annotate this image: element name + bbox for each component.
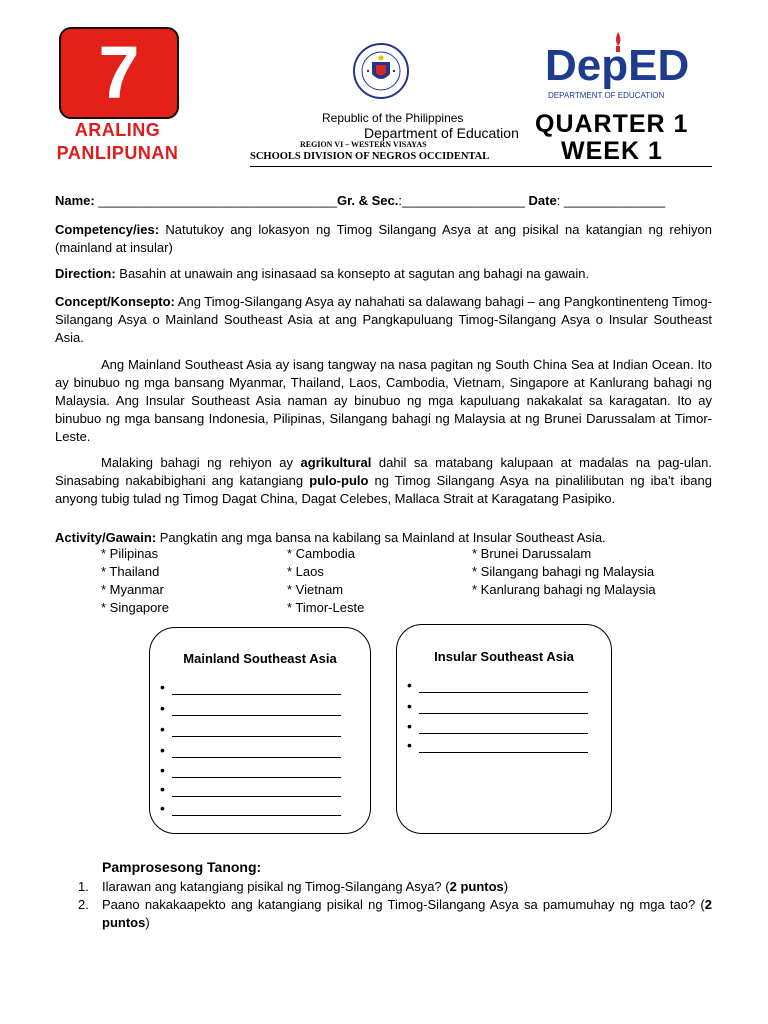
answer-blank[interactable]: • — [160, 800, 341, 820]
direction-text: Basahin at unawain ang isinasaad sa konsepto at sagutan ang bahagi na gawain. — [115, 266, 590, 281]
questions-title: Pamprosesong Tanong: — [102, 859, 262, 875]
insular-answer-box — [396, 624, 612, 834]
region-text: REGION VI – WESTERN VISAYAS — [300, 140, 427, 149]
answer-blank[interactable]: • — [407, 677, 588, 697]
competency-paragraph — [55, 221, 712, 257]
list-item: * Vietnam — [287, 582, 344, 597]
date-label: Date — [528, 193, 557, 208]
header-divider — [250, 166, 712, 167]
competency-label: Competency/ies: — [55, 222, 160, 237]
subject-line-2: PANLIPUNAN — [56, 143, 179, 163]
question-item: 2. Paano nakakaapekto ang katangiang pisikal ng Timog-Silangang Asya sa pamumuhay ng mga tao? (2 puntos) — [78, 897, 712, 930]
answer-blank[interactable]: • — [160, 700, 341, 720]
country-list-col-3 — [472, 545, 656, 599]
subject-line-1: ARALING — [74, 120, 161, 140]
mainland-box-title: Mainland Southeast Asia — [183, 651, 337, 666]
republic-text: Republic of the Philippines — [322, 111, 464, 125]
list-item: * Pilipinas — [101, 546, 159, 561]
activity-text: Pangkatin ang mga bansa na kabilang sa Mainland at Insular Southeast Asia. — [156, 530, 606, 545]
date-field[interactable]: : ______________ — [556, 193, 666, 208]
answer-blank[interactable]: • — [160, 721, 341, 741]
country-list-col-2 — [287, 545, 364, 617]
answer-blank[interactable]: • — [407, 698, 588, 718]
answer-blank[interactable]: • — [160, 781, 341, 801]
deped-seal-icon — [352, 42, 410, 100]
list-item: * Kanlurang bahagi ng Malaysia — [472, 582, 656, 597]
list-item: * Thailand — [101, 564, 160, 579]
list-item: * Timor-Leste — [287, 600, 365, 615]
concept-paragraph-3: Malaking bahagi ng rehiyon ay agrikultural dahil sa matabang kalupaan at madalas na pag-ulan. Sinasabing nakabibighani ang katangiang pulo-pulo ng Timog Silangang Asya na pinalilibutan ng iba't ibang anyong tubig tulad ng Timog Dagat China, Dagat Celebes, Mallaca Strait at Karagatang Pasipiko. — [55, 455, 713, 506]
points-label: 2 puntos — [449, 879, 504, 894]
concept-paragraph-2: Ang Mainland Southeast Asia ay isang tangway na nasa pagitan ng South China Sea at Indian Ocean. Ito ay binubuo ng mga bansang Myanmar, Thailand, Laos, Cambodia, Vietnam, Singapore at Kanlurang bahagi ng Malaysia. Ang Insular Southeast Asia naman ay binubuo ng mga kapuluang nakakalat sa karagatan. Ito ay binubuo ng mga bansang Indonesia, Pilipinas, Silangang bahagi ng Malaysia at ng Brunei Darussalam at Timor-Leste. — [55, 357, 712, 444]
concept-label: Concept/Konsepto: — [55, 294, 175, 309]
keyword-agrikultural: agrikultural — [300, 455, 372, 470]
direction-paragraph — [55, 265, 712, 283]
name-field[interactable]: _________________________________ — [94, 193, 337, 208]
list-item: * Silangang bahagi ng Malaysia — [472, 564, 655, 579]
grade-badge: 7 — [59, 27, 179, 119]
answer-blank[interactable]: • — [160, 679, 341, 699]
concept-paragraph — [55, 293, 712, 347]
activity-label: Activity/Gawain: — [55, 530, 157, 545]
deped-logo-text: DepED — [545, 41, 690, 90]
question-number: 1. — [78, 879, 89, 894]
division-text: SCHOOLS DIVISION OF NEGROS OCCIDENTAL — [250, 151, 490, 162]
question-number: 2. — [78, 897, 89, 912]
list-item: * Cambodia — [287, 546, 355, 561]
student-info-line — [55, 193, 715, 208]
name-label: Name: — [55, 193, 95, 208]
grsec-field[interactable]: :_________________ — [398, 193, 529, 208]
points-label: 2 puntos — [102, 897, 712, 930]
direction-label: Direction: — [55, 266, 116, 281]
keyword-pulo-pulo: pulo-pulo — [309, 473, 369, 488]
week-label: WEEK 1 — [561, 137, 663, 165]
answer-blank[interactable]: • — [160, 762, 341, 782]
competency-text: Natutukoy ang lokasyon ng Timog Silangang Asya at ang pisikal na katangian ng rehiyon (mainland at insular) — [55, 222, 712, 255]
quarter-label: QUARTER 1 — [535, 110, 689, 138]
concept-text: Ang Timog-Silangang Asya ay nahahati sa dalawang bahagi – ang Pangkontinenteng Timog-Silangang Asya o Mainland Southeast Asia at ang Pangkapuluang Timog-Silangang Asya o Insular Southeast Asia. — [55, 294, 712, 345]
answer-blank[interactable]: • — [407, 718, 588, 738]
department-text: Department of Education — [364, 125, 519, 141]
country-list-col-1 — [101, 545, 169, 617]
list-item: * Laos — [287, 564, 324, 579]
grsec-label: Gr. & Sec. — [336, 193, 399, 208]
question-item: 1. Ilarawan ang katangiang pisikal ng Timog-Silangang Asya? (2 puntos) — [78, 879, 509, 894]
answer-blank[interactable]: • — [407, 737, 588, 757]
deped-logo-icon — [545, 28, 695, 104]
list-item: * Myanmar — [101, 582, 164, 597]
list-item: * Brunei Darussalam — [472, 546, 592, 561]
mainland-answer-box — [149, 627, 371, 834]
insular-box-title: Insular Southeast Asia — [434, 649, 574, 664]
deped-logo-subtext: DEPARTMENT OF EDUCATION — [548, 91, 665, 100]
list-item: * Singapore — [101, 600, 169, 615]
answer-blank[interactable]: • — [160, 742, 341, 762]
